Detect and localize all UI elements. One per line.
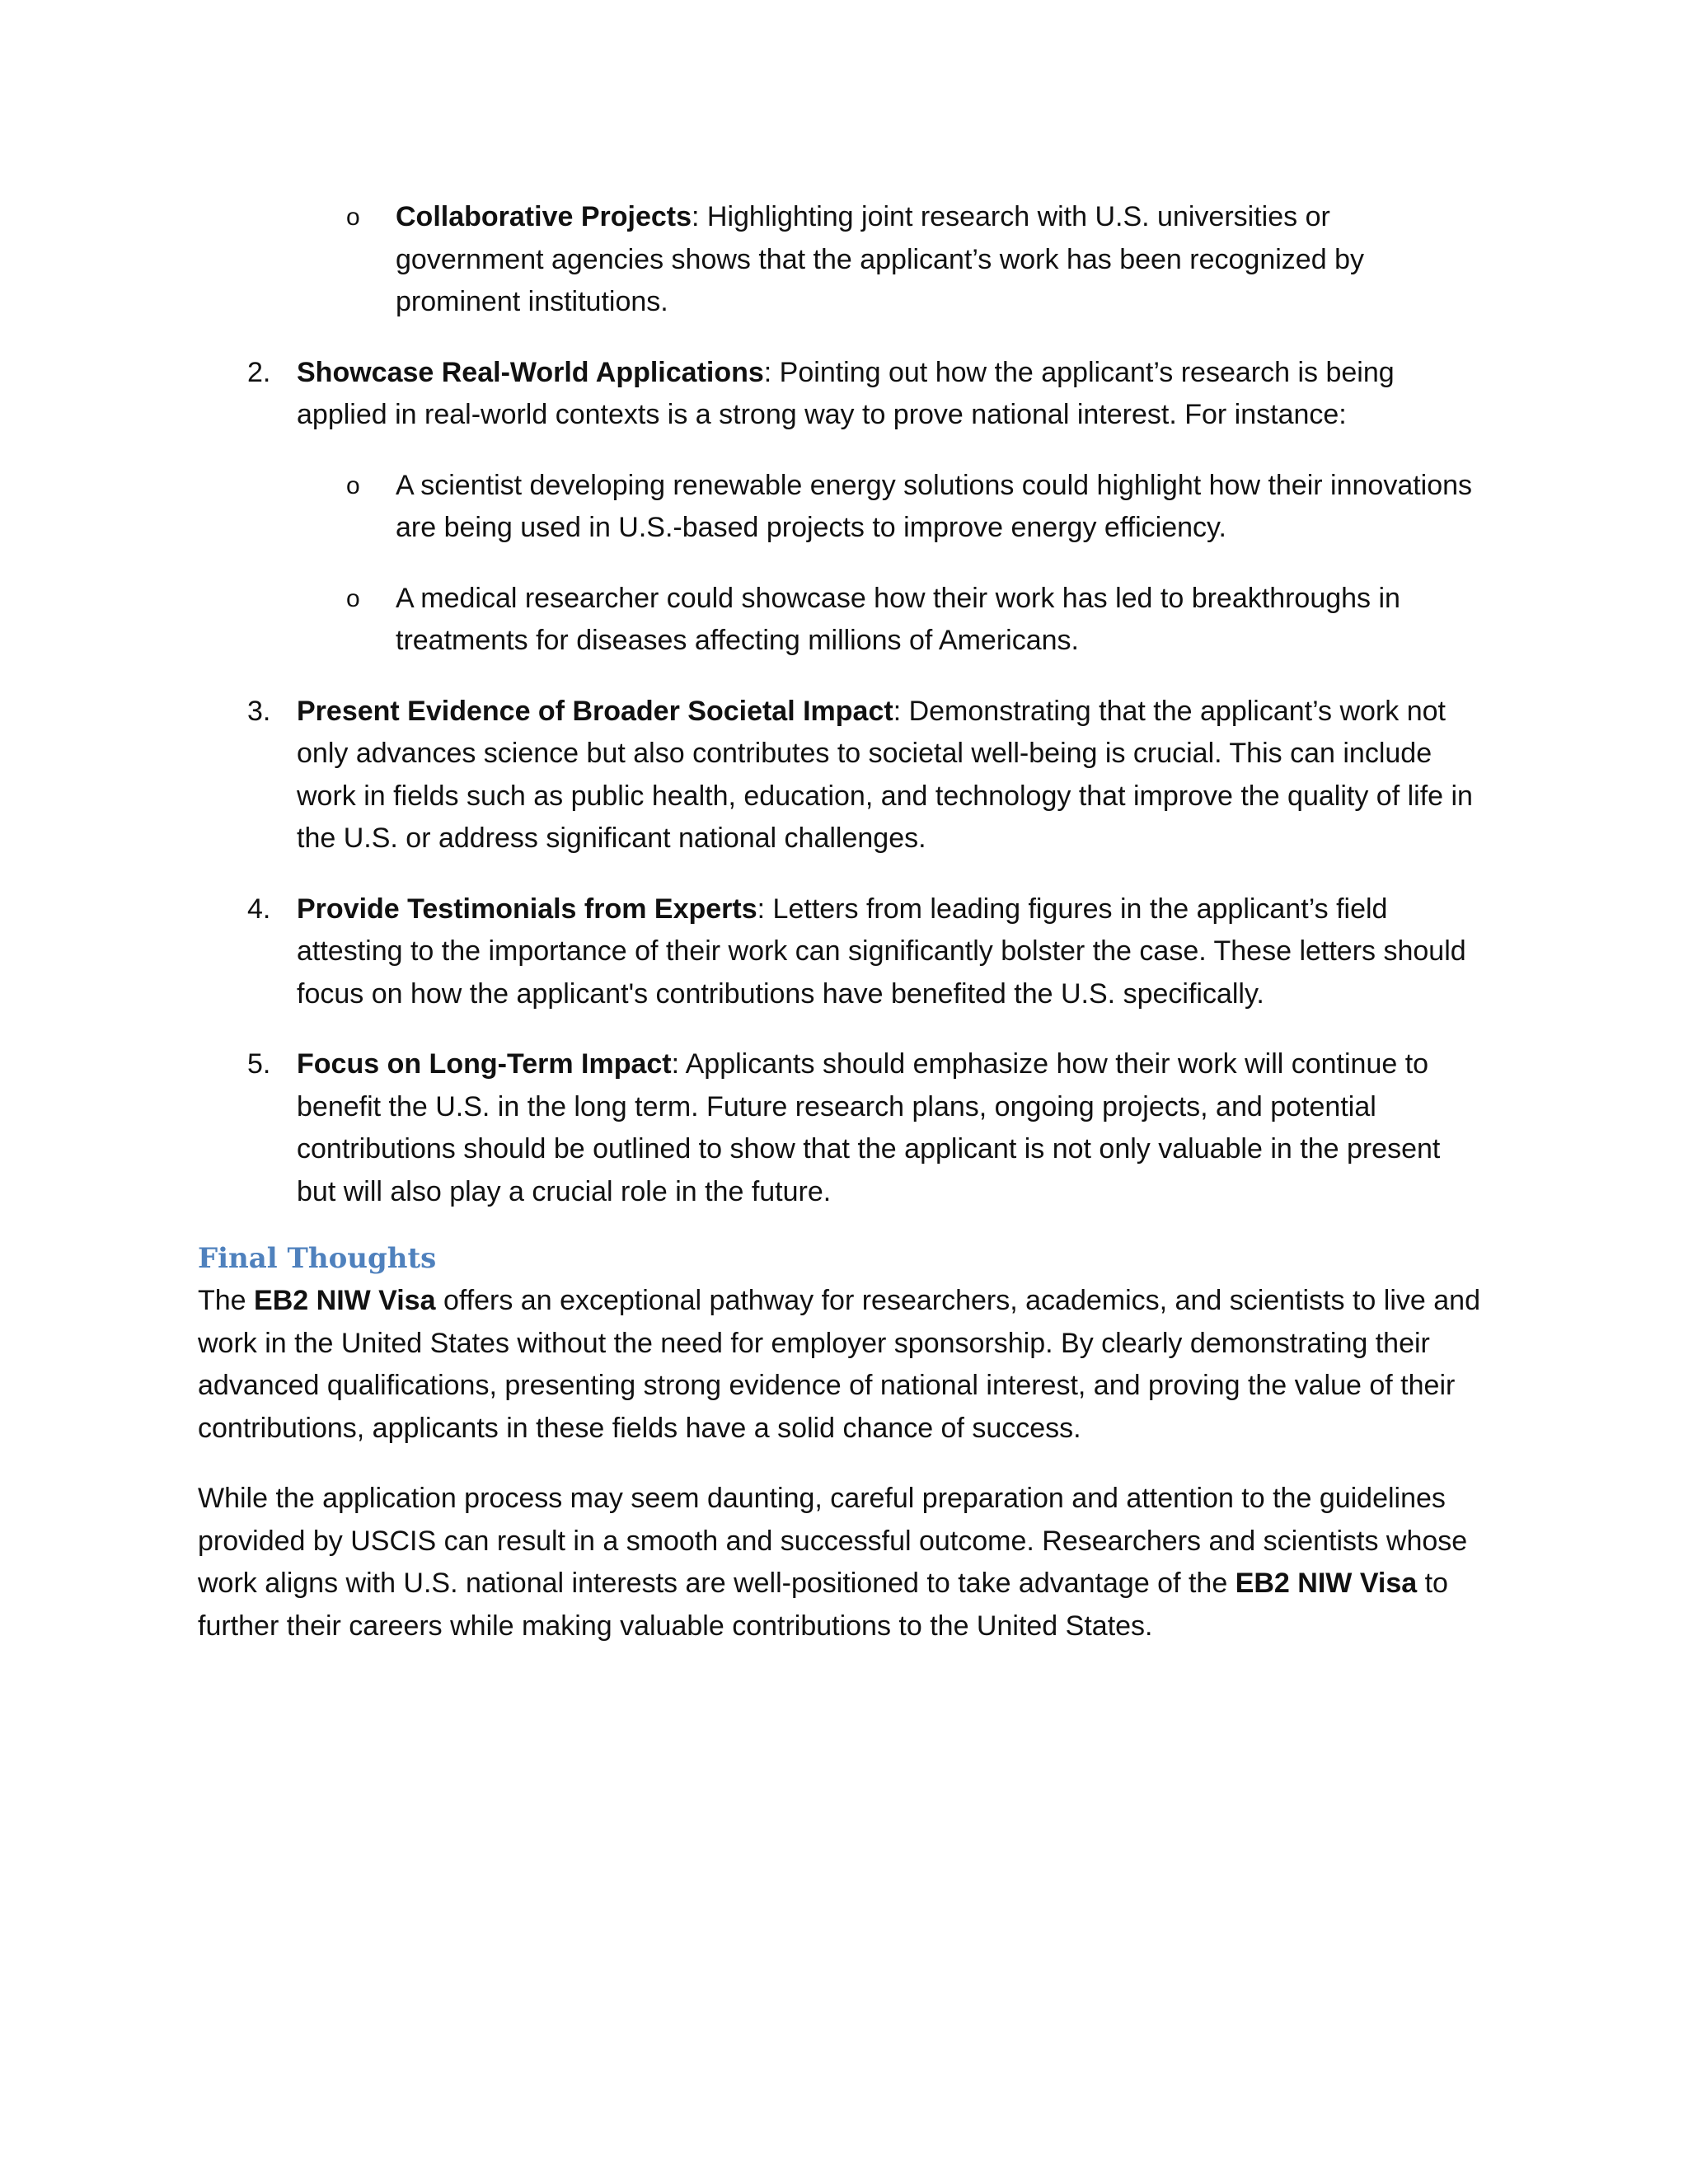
- paragraph-text: offers an exceptional pathway for researchers, academics, and scientists to live and work in the United States without the need for employer sponsorship. By clearly demonstrating their advanced qualifications, presenting strong evidence of national interest, and proving the value of their contributions, applicants in these fields have a solid chance of success.: [198, 1285, 1480, 1444]
- list-item-title: Provide Testimonials from Experts: [297, 893, 757, 925]
- numbered-item-3: [247, 691, 1484, 860]
- bullet-marker: o: [346, 584, 360, 612]
- list-item-text: [396, 196, 1484, 324]
- number-marker: 4.: [247, 893, 271, 925]
- list-item-body: : Highlighting joint research with U.S. universities or government agencies shows that the applicant’s work has been recognized by prominent institutions.: [396, 201, 1364, 317]
- list-item-text: [297, 888, 1484, 1016]
- list-item-text: [297, 1043, 1484, 1213]
- list-item-body: A scientist developing renewable energy solutions could highlight how their innovations are being used in U.S.-based projects to improve energy efficiency.: [396, 469, 1473, 543]
- bullet-marker: o: [346, 204, 360, 231]
- list-item-body: : Applicants should emphasize how their work will continue to benefit the U.S. in the long term. Future research plans, ongoing projects, and potential contributions should be outlined to show that the applicant is not only valuable in the present but will also play a crucial role in the future.: [297, 1048, 1441, 1207]
- paragraph-bold: EB2 NIW Visa: [254, 1285, 436, 1316]
- numbered-item-4: [247, 888, 1484, 1016]
- paragraph: [198, 1478, 1484, 1647]
- list-item-body: : Letters from leading figures in the applicant’s field attesting to the importance of their work can significantly bolster the case. These letters should focus on how the applicant's contributions have benefited the U.S. specifically.: [297, 893, 1466, 1010]
- list-item-body: : Demonstrating that the applicant’s work not only advances science but also contributes to societal well-being is crucial. This can include work in fields such as public health, education, and technology that improve the quality of life in the U.S. or address significant national challenges.: [297, 695, 1473, 854]
- list-item: [346, 196, 1484, 324]
- list-item-text: [297, 691, 1484, 860]
- paragraph-bold: EB2 NIW Visa: [1235, 1568, 1418, 1599]
- list-item-text: [297, 352, 1484, 437]
- list-item-body: A medical researcher could showcase how their work has led to breakthroughs in treatments for diseases affecting millions of Americans.: [396, 582, 1400, 656]
- list-item-title: Present Evidence of Broader Societal Impact: [297, 695, 893, 727]
- list-item: [346, 578, 1484, 663]
- numbered-item-2: [247, 352, 1484, 437]
- list-item-title: Collaborative Projects: [396, 201, 692, 232]
- list-item-title: Showcase Real-World Applications: [297, 356, 764, 388]
- section-heading: Final Thoughts: [198, 1242, 437, 1275]
- list-item: [346, 465, 1484, 550]
- number-marker: 2.: [247, 356, 271, 388]
- bullet-marker: o: [346, 471, 360, 499]
- number-marker: 5.: [247, 1048, 271, 1080]
- list-item-title: Focus on Long-Term Impact: [297, 1048, 672, 1080]
- paragraph-text: The: [198, 1285, 255, 1316]
- numbered-item-5: [247, 1043, 1484, 1213]
- paragraph-text: While the application process may seem daunting, careful preparation and attention to the guidelines provided by USCIS can result in a smooth and successful outcome. Researchers and scientists whose work aligns with U.S. national interests are well-positioned to take advantage of the: [198, 1483, 1468, 1599]
- number-marker: 3.: [247, 695, 271, 727]
- document-content: [198, 196, 1484, 1675]
- list-item-body: : Pointing out how the applicant’s research is being applied in real-world contexts is a strong way to prove national interest. For instance:: [297, 356, 1395, 430]
- paragraph-text: to further their careers while making valuable contributions to the United States.: [198, 1568, 1448, 1642]
- paragraph: [198, 1280, 1484, 1450]
